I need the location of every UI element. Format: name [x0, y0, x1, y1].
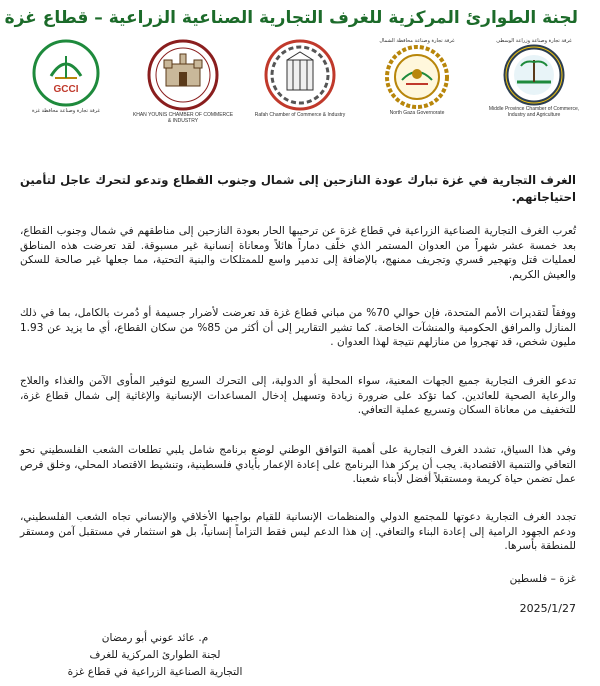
article-paragraph-4: وفي هذا السياق، تشدد الغرف التجارية على أهمية التوافق الوطني لوضع برنامج شامل يلبي تطلعات الشعب الفلسطيني نحو التعافي والتنمية الاقتصادية. يجب أن يركز هذا البرنامج على إعادة الإعمار بأيادي فلسطينية، وتنشيط الاقتصاد المحلي، وخلق فرص عمل تضمن حياة كريمة ومستقبلاً أفضل لأبناء شعبنا. — [20, 444, 576, 486]
khan-younis-chamber-logo — [131, 38, 235, 130]
article-headline: الغرف التجارية في غزة تبارك عودة النازحين إلى شمال وجنوب القطاع وتدعو لتحرك عاجل لتأمين احتياجاتهم. — [20, 173, 576, 204]
middle-province-chamber-logo — [482, 38, 586, 130]
rafah-chamber-logo — [248, 38, 352, 130]
header-title: لجنة الطوارئ المركزية للغرف التجارية الصناعية الزراعية – قطاع غزة — [4, 8, 578, 28]
signature-name: م. عائد عوني أبو رمضان — [101, 632, 209, 644]
article-paragraph-2: ووفقاً لتقديرات الأمم المتحدة، فإن حوالي 70% من مباني قطاع غزة قد تعرضت لأضرار جسيمة أو دُمرت بالكامل، بما في ذلك المنازل والمرافق الحكومية والمنشآت الخاصة. كما تشير التقارير إلى أن أكثر من 85% من سكان القطاع، أي ما يزيد عن 1.93 مليون شخص، قد تهجروا من منازلهم نتيجة لهذا العدوان . — [20, 307, 577, 349]
north-gaza-logo-caption-en: North Gaza Governorate — [389, 110, 445, 116]
khan-younis-logo-caption: KHAN YOUNIS CHAMBER OF COMMERCE & INDUSTRY — [132, 112, 234, 124]
signature-line-1: لجنة الطوارئ المركزية للغرف — [89, 649, 221, 661]
gaza-chamber-emblem-icon — [31, 38, 101, 108]
rafah-emblem-icon — [263, 38, 337, 112]
gaza-chamber-logo — [14, 38, 118, 130]
rafah-logo-caption: Rafah Chamber of Commerce & Industry — [254, 112, 346, 118]
north-gaza-logo-caption-ar: غرفة تجارة وصناعة محافظة الشمال — [379, 38, 455, 44]
signature-line-2: التجارية الصناعية الزراعية في قطاع غزة — [67, 666, 243, 678]
north-gaza-chamber-logo — [365, 38, 469, 130]
north-gaza-emblem-icon — [384, 44, 450, 110]
article-paragraph-5: تجدد الغرف التجارية دعوتها للمجتمع الدولي والمنظمات الإنسانية للقيام بواجبها الأخلاقي والإنساني تجاه الشعب الفلسطيني، ودعم الجهود الرامية إلى إعادة البناء والتعافي. إن هذا الدعم ليس فقط التزاماً إنسانياً، بل هو استثمار في مستقبل آمن ومستقر للمنطقة بأسرها. — [20, 511, 576, 553]
article-date: 2025/1/27 — [519, 602, 576, 615]
khan-younis-emblem-icon — [146, 38, 220, 112]
article-paragraph-1: تُعرب الغرف التجارية الصناعية الزراعية في قطاع غزة عن ترحيبها الحار بعودة النازحين إلى مناطقهم في شمال وجنوب القطاع، بعد خمسة عشر شهراً من العدوان المستمر الذي خلّف دماراً هائلاً ومعاناة إنسانية غير مسبوقة. لقد تعرضت هذه المناطق لعمليات قتل وتهجير قسري وتجريف ممنهج، بالإضافة إلى تدمير واسع للممتلكات والبنية التحتية، مما جعلها غير صالحة للسكن والعيش الكريم. — [20, 225, 576, 281]
gaza-logo-acronym: GCCI — [53, 84, 79, 95]
article-place: غزة – فلسطين — [509, 573, 576, 585]
signature-block — [40, 630, 270, 681]
gaza-logo-caption: غرفة تجارة وصناعة محافظة غزة — [32, 108, 100, 114]
middle-province-logo-caption-en: Middle Province Chamber of Commerce, Industry and Agriculture — [488, 106, 580, 118]
logos-row — [14, 38, 586, 130]
middle-province-emblem-icon — [501, 44, 567, 106]
middle-province-logo-caption-ar: غرفة تجارة وصناعة وزراعة الوسطى — [496, 38, 572, 44]
article-paragraph-3: تدعو الغرف التجارية جميع الجهات المعنية، سواء المحلية أو الدولية، إلى التحرك السريع لتوفير المأوى الآمن والغذاء والعلاج والرعاية الصحية للعائدين. كما تؤكد على ضرورة زيادة وتسهيل إدخال المساعدات الإنسانية والإغاثية إلى شمال قطاع غزة، للتخفيف من معاناة السكان وتسريع عملية التعافي. — [20, 375, 576, 417]
